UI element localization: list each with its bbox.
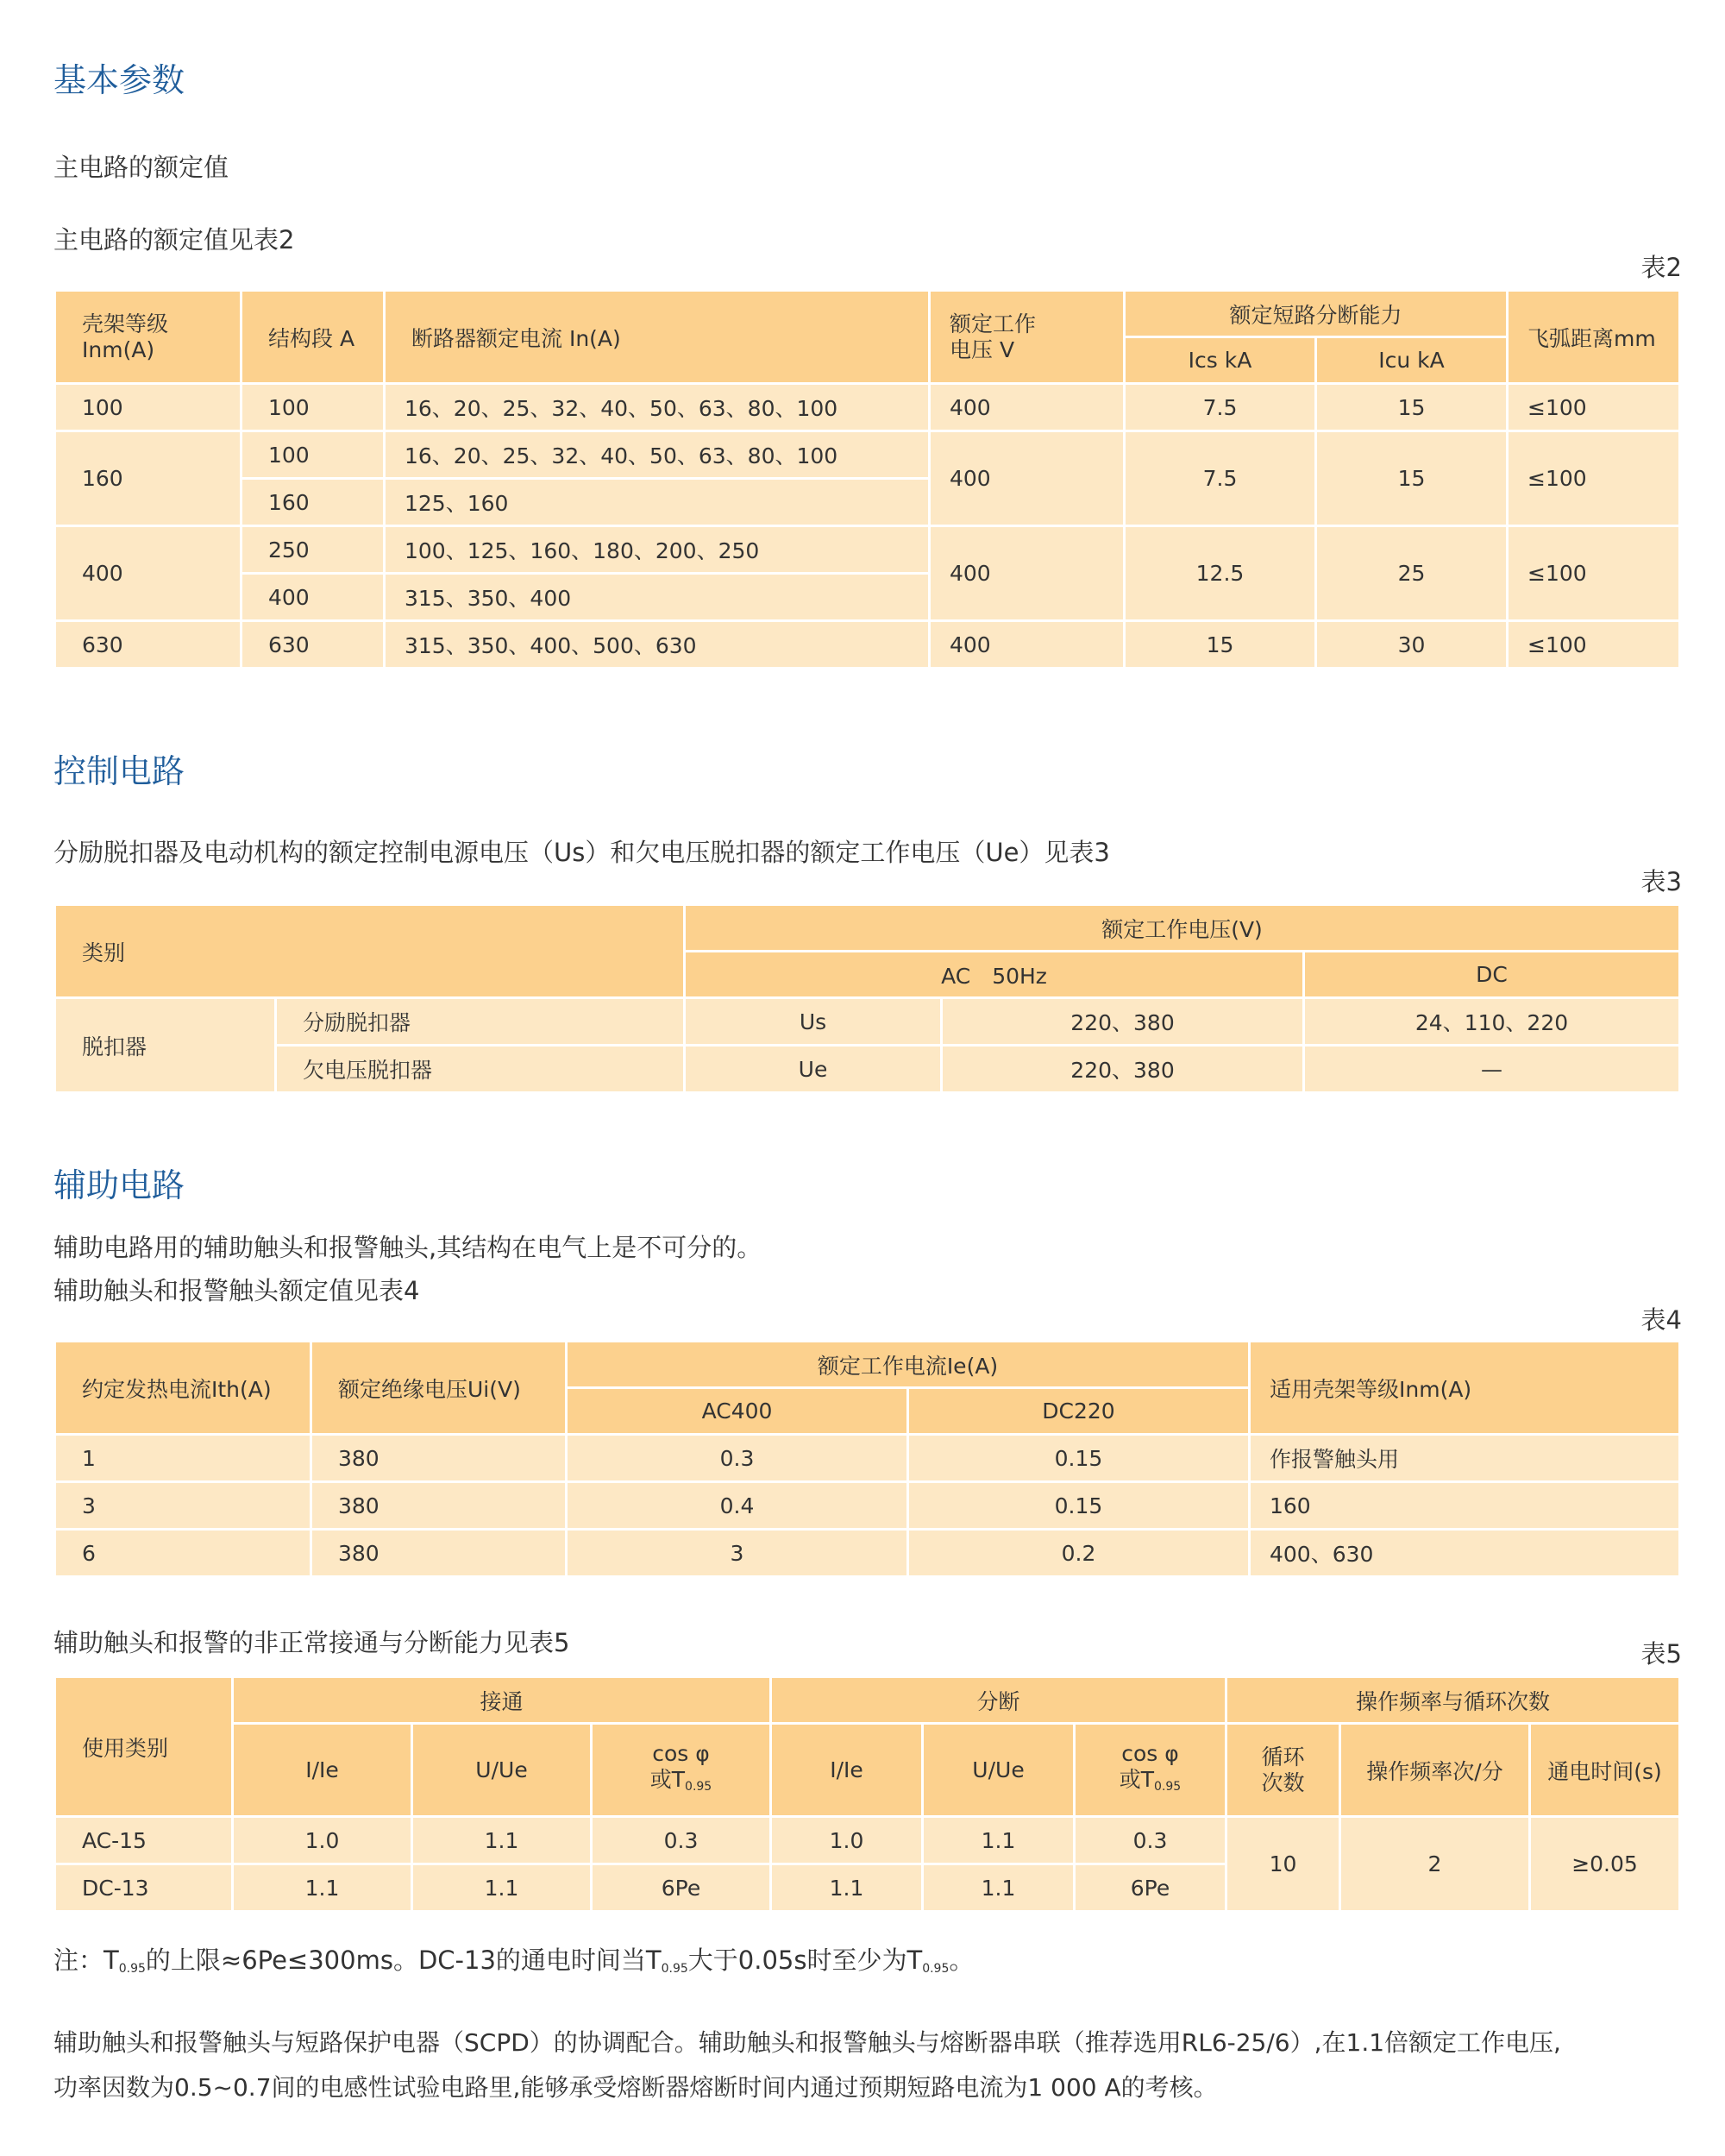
cell-symbol: Us	[685, 998, 942, 1046]
paragraph-scpd-1: 辅助触头和报警触头与短路保护电器（SCPD）的协调配合。辅助触头和报警触头与熔断器串联（推荐选用RL6-25/6）,在1.1倍额定工作电压,	[53, 2028, 1561, 2057]
header-break-i: I/Ie	[771, 1724, 923, 1817]
cell-break-cos: 0.3	[1075, 1817, 1226, 1864]
cell-struct: 630	[242, 621, 385, 669]
cell-break-i: 1.1	[771, 1864, 923, 1912]
cell-struct: 100	[242, 384, 385, 431]
cell-cat: DC-13	[55, 1864, 233, 1912]
cell-frame: 630	[55, 621, 242, 669]
header-voltage: 额定工作 电压 V	[930, 291, 1125, 384]
cell-ac: 0.3	[567, 1435, 908, 1482]
cell-ac: 220、380	[942, 998, 1304, 1046]
cell-frame: 400、630	[1250, 1530, 1680, 1577]
cell-dc: —	[1304, 1046, 1680, 1093]
cell-current: 315、350、400、500、630	[385, 621, 930, 669]
cell-name: 欠电压脱扣器	[276, 1046, 685, 1093]
cell-make-i: 1.1	[233, 1864, 412, 1912]
header-breaking: 额定短路分断能力	[1125, 291, 1508, 337]
table3-number: 表3	[1640, 867, 1682, 896]
section-title-auxiliary: 辅助电路	[53, 1166, 185, 1204]
header-dc220: DC220	[908, 1388, 1250, 1435]
header-ics: Ics kA	[1125, 337, 1316, 384]
cell-icu: 15	[1316, 431, 1508, 526]
header-make-cos: cos φ 或$T_{0.95}$	[592, 1724, 771, 1817]
table-row	[55, 1435, 1680, 1482]
cell-ics: 12.5	[1125, 526, 1316, 621]
table-row	[55, 431, 1680, 479]
cell-make-cos: 0.3	[592, 1817, 771, 1864]
cell-ac: 0.4	[567, 1482, 908, 1530]
table-row	[55, 1530, 1680, 1577]
cell-frame: 作报警触头用	[1250, 1435, 1680, 1482]
header-ac400: AC400	[567, 1388, 908, 1435]
header-struct: 结构段 A	[242, 291, 385, 384]
intro-table4: 辅助触头和报警触头额定值见表4	[53, 1276, 420, 1305]
cell-arc: ≤100	[1508, 526, 1680, 621]
subheading-main-circuit: 主电路的额定值	[53, 153, 229, 182]
cell-frame: 100	[55, 384, 242, 431]
cell-dc: 0.15	[908, 1482, 1250, 1530]
cell-dc: 0.15	[908, 1435, 1250, 1482]
cell-ui: 380	[311, 1482, 567, 1530]
table-row	[55, 1046, 1680, 1093]
cell-ith: 1	[55, 1435, 311, 1482]
cell-symbol: Ue	[685, 1046, 942, 1093]
header-frame: 适用壳架等级Inm(A)	[1250, 1342, 1680, 1435]
cell-current: 16、20、25、32、40、50、63、80、100	[385, 431, 930, 479]
cell-group: 脱扣器	[55, 998, 276, 1093]
cell-make-i: 1.0	[233, 1817, 412, 1864]
table-row	[55, 384, 1680, 431]
cell-voltage: 400	[930, 431, 1125, 526]
cell-dc: 24、110、220	[1304, 998, 1680, 1046]
cell-arc: ≤100	[1508, 431, 1680, 526]
cell-struct: 400	[242, 574, 385, 621]
table-4	[53, 1340, 1681, 1578]
header-dc: DC	[1304, 952, 1680, 998]
cell-name: 分励脱扣器	[276, 998, 685, 1046]
header-arc: 飞弧距离mm	[1508, 291, 1680, 384]
cell-struct: 250	[242, 526, 385, 574]
cell-ics: 7.5	[1125, 384, 1316, 431]
cell-frame: 160	[1250, 1482, 1680, 1530]
header-make-i: I/Ie	[233, 1724, 412, 1817]
cell-time: ≥0.05	[1530, 1817, 1680, 1912]
cell-break-u: 1.1	[923, 1864, 1075, 1912]
header-make: 接通	[233, 1677, 771, 1724]
cell-ac: 220、380	[942, 1046, 1304, 1093]
cell-frame: 160	[55, 431, 242, 526]
cell-break-cos: 6Pe	[1075, 1864, 1226, 1912]
cell-ac: 3	[567, 1530, 908, 1577]
header-category: 类别	[55, 905, 685, 998]
header-frame: 壳架等级 Inm(A)	[55, 291, 242, 384]
section-title-control: 控制电路	[53, 752, 185, 790]
header-ui: 额定绝缘电压Ui(V)	[311, 1342, 567, 1435]
header-current: 断路器额定电流 In(A)	[385, 291, 930, 384]
table-row	[55, 621, 1680, 669]
cell-make-cos: 6Pe	[592, 1864, 771, 1912]
cell-current: 100、125、160、180、200、250	[385, 526, 930, 574]
cell-voltage: 400	[930, 384, 1125, 431]
header-rated-voltage: 额定工作电压(V)	[685, 905, 1680, 952]
cell-ith: 6	[55, 1530, 311, 1577]
table-2	[53, 289, 1681, 669]
cell-icu: 25	[1316, 526, 1508, 621]
table4-number: 表4	[1640, 1305, 1682, 1335]
cell-icu: 15	[1316, 384, 1508, 431]
intro-aux-1: 辅助电路用的辅助触头和报警触头,其结构在电气上是不可分的。	[53, 1233, 762, 1262]
paragraph-scpd-2: 功率因数为0.5~0.7间的电感性试验电路里,能够承受熔断器熔断时间内通过预期短路电流为1 000 A的考核。	[53, 2073, 1218, 2102]
header-break: 分断	[771, 1677, 1226, 1724]
cell-current: 315、350、400	[385, 574, 930, 621]
cell-ith: 3	[55, 1482, 311, 1530]
header-ac: AC 50Hz	[685, 952, 1304, 998]
cell-struct: 160	[242, 479, 385, 526]
header-ie: 额定工作电流Ie(A)	[567, 1342, 1250, 1388]
cell-icu: 30	[1316, 621, 1508, 669]
header-break-u: U/Ue	[923, 1724, 1075, 1817]
cell-break-i: 1.0	[771, 1817, 923, 1864]
table-row	[55, 526, 1680, 574]
table-row	[55, 998, 1680, 1046]
table2-number: 表2	[1640, 253, 1682, 282]
cell-make-u: 1.1	[412, 1864, 592, 1912]
header-icu: Icu kA	[1316, 337, 1508, 384]
cell-voltage: 400	[930, 526, 1125, 621]
cell-ui: 380	[311, 1435, 567, 1482]
cell-current: 125、160	[385, 479, 930, 526]
cell-frame: 400	[55, 526, 242, 621]
cell-ui: 380	[311, 1530, 567, 1577]
intro-table5: 辅助触头和报警的非正常接通与分断能力见表5	[53, 1628, 570, 1657]
cell-cycles: 10	[1226, 1817, 1340, 1912]
cell-current: 16、20、25、32、40、50、63、80、100	[385, 384, 930, 431]
cell-voltage: 400	[930, 621, 1125, 669]
cell-arc: ≤100	[1508, 384, 1680, 431]
header-freq: 操作频率次/分	[1340, 1724, 1530, 1817]
table-5	[53, 1675, 1681, 1913]
table-row	[55, 1482, 1680, 1530]
header-break-cos: cos φ 或$T_{0.95}$	[1075, 1724, 1226, 1817]
cell-dc: 0.2	[908, 1530, 1250, 1577]
cell-cat: AC-15	[55, 1817, 233, 1864]
section-title-basic: 基本参数	[53, 61, 185, 99]
table-3	[53, 903, 1681, 1094]
intro-table3: 分励脱扣器及电动机构的额定控制电源电压（Us）和欠电压脱扣器的额定工作电压（Ue）见表3	[53, 838, 1110, 867]
header-cycles: 循环 次数	[1226, 1724, 1340, 1817]
table5-number: 表5	[1640, 1639, 1682, 1669]
cell-make-u: 1.1	[412, 1817, 592, 1864]
note-t095: 注：$T_{0.95}$的上限≈6Pe≤300ms。DC-13的通电时间当$T_{0.95}$大于0.05s时至少为$T_{0.95}$。	[53, 1945, 975, 1976]
cell-ics: 15	[1125, 621, 1316, 669]
header-ops: 操作频率与循环次数	[1226, 1677, 1680, 1724]
header-ith: 约定发热电流Ith(A)	[55, 1342, 311, 1435]
cell-freq: 2	[1340, 1817, 1530, 1912]
header-category: 使用类别	[55, 1677, 233, 1817]
cell-ics: 7.5	[1125, 431, 1316, 526]
header-make-u: U/Ue	[412, 1724, 592, 1817]
table-row	[55, 1817, 1680, 1864]
cell-break-u: 1.1	[923, 1817, 1075, 1864]
cell-arc: ≤100	[1508, 621, 1680, 669]
cell-struct: 100	[242, 431, 385, 479]
header-time: 通电时间(s)	[1530, 1724, 1680, 1817]
intro-table2: 主电路的额定值见表2	[53, 225, 295, 255]
